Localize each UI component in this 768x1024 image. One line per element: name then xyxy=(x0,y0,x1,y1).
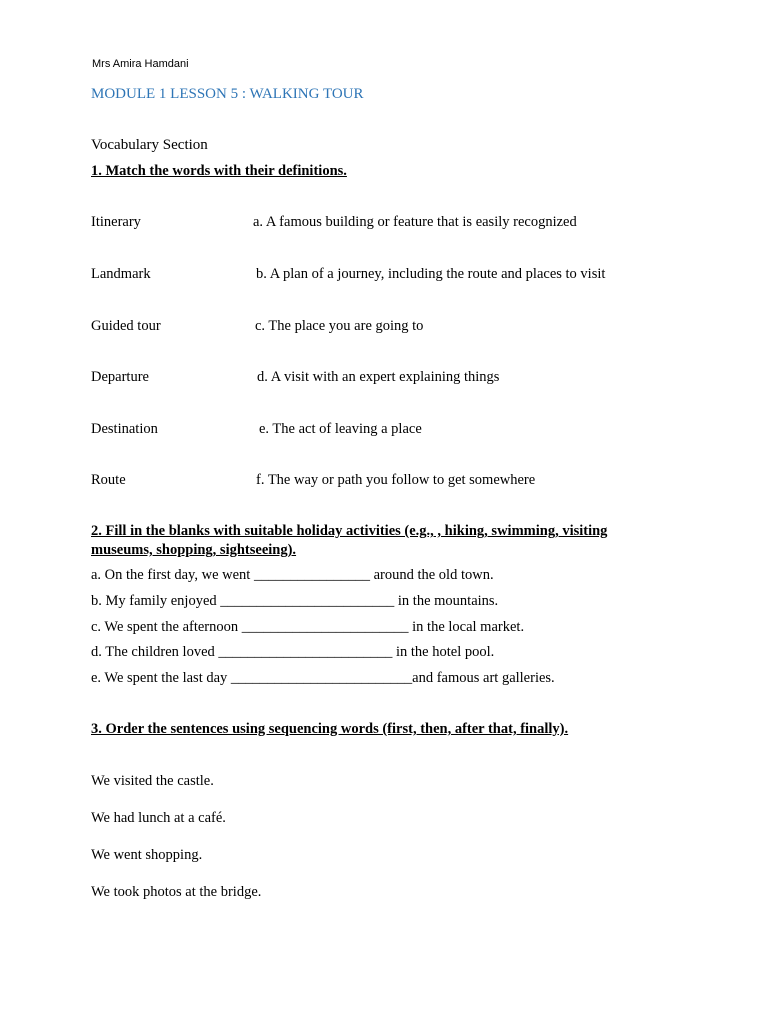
match-word: Departure xyxy=(91,369,149,385)
match-definition: d. A visit with an expert explaining things xyxy=(257,369,500,385)
match-definition: a. A famous building or feature that is easily recognized xyxy=(253,214,577,230)
order-sentence: We visited the castle. xyxy=(91,773,214,789)
match-definition: f. The way or path you follow to get somewhere xyxy=(256,472,536,488)
fill-blank-sentence: a. On the first day, we went ________________ around the old town. xyxy=(91,567,494,583)
exercise-2-heading-cont: museums, shopping, sightseeing). xyxy=(91,542,297,558)
author-name: Mrs Amira Hamdani xyxy=(92,58,189,70)
match-word: Itinerary xyxy=(91,214,141,230)
fill-blank-sentence: b. My family enjoyed ________________________ in the mountains. xyxy=(91,593,499,609)
match-word: Destination xyxy=(91,421,158,437)
match-word: Landmark xyxy=(91,266,151,282)
fill-blank-sentence: d. The children loved ________________________ in the hotel pool. xyxy=(91,644,495,660)
order-sentence: We had lunch at a café. xyxy=(91,810,226,826)
section-title: Vocabulary Section xyxy=(91,137,208,153)
fill-blank-sentence: e. We spent the last day _________________________and famous art galleries. xyxy=(91,670,555,686)
match-definition: e. The act of leaving a place xyxy=(259,421,422,437)
exercise-3-heading: 3. Order the sentences using sequencing words (first, then, after that, finally). xyxy=(91,721,569,737)
fill-blank-sentence: c. We spent the afternoon _______________________ in the local market. xyxy=(91,619,525,635)
match-word: Route xyxy=(91,472,126,488)
exercise-1-heading: 1. Match the words with their definitions. xyxy=(91,163,347,179)
match-definition: c. The place you are going to xyxy=(255,318,424,334)
lesson-title: MODULE 1 LESSON 5 : WALKING TOUR xyxy=(91,86,364,102)
exercise-2-heading: 2. Fill in the blanks with suitable holiday activities (e.g., , hiking, swimming, visiting xyxy=(91,523,608,539)
order-sentence: We took photos at the bridge. xyxy=(91,884,262,900)
order-sentence: We went shopping. xyxy=(91,847,203,863)
match-definition: b. A plan of a journey, including the route and places to visit xyxy=(256,266,606,282)
match-word: Guided tour xyxy=(91,318,161,334)
